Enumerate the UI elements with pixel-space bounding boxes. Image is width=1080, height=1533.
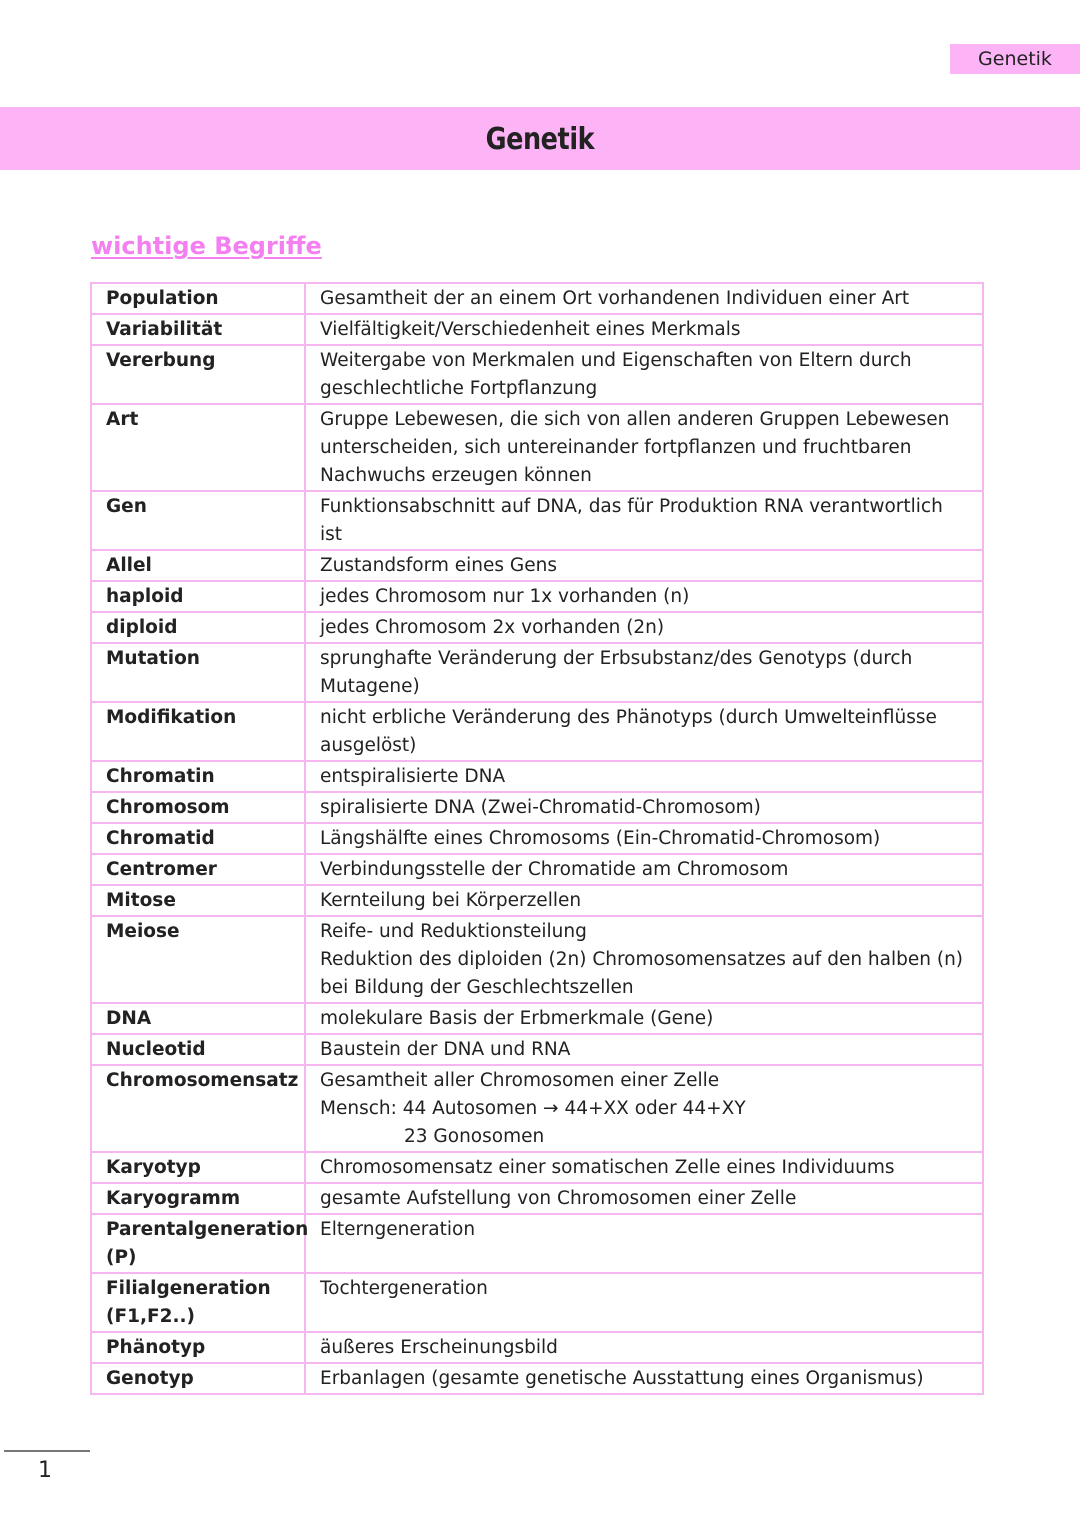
definition-line: Reduktion des diploiden (2n) Chromosomensatzes auf den halben (n) bei Bildung der Geschlechtszellen bbox=[320, 949, 964, 998]
table-row bbox=[91, 612, 983, 643]
table-row bbox=[91, 345, 983, 404]
definition-line: 23 Gonosomen bbox=[404, 1126, 545, 1147]
definition-cell bbox=[305, 1214, 983, 1273]
table-row bbox=[91, 283, 983, 314]
terms-table-body bbox=[91, 283, 983, 1394]
definition-cell bbox=[305, 283, 983, 314]
definition-cell bbox=[305, 761, 983, 792]
definition-cell bbox=[305, 1003, 983, 1034]
table-row bbox=[91, 885, 983, 916]
term-cell: Chromosom bbox=[91, 792, 305, 823]
definition-line: gesamte Aufstellung von Chromosomen einer Zelle bbox=[320, 1188, 797, 1209]
definition-line: molekulare Basis der Erbmerkmale (Gene) bbox=[320, 1008, 714, 1029]
footer-rule bbox=[4, 1450, 90, 1452]
definition-cell bbox=[305, 1034, 983, 1065]
title-band bbox=[0, 107, 1080, 170]
term-cell: Phänotyp bbox=[91, 1332, 305, 1363]
definition-cell bbox=[305, 792, 983, 823]
definition-line: Gesamtheit aller Chromosomen einer Zelle bbox=[320, 1070, 720, 1091]
term-cell: Chromatid bbox=[91, 823, 305, 854]
term-cell: Chromatin bbox=[91, 761, 305, 792]
definition-cell bbox=[305, 1273, 983, 1332]
definition-cell bbox=[305, 702, 983, 761]
term-cell: Vererbung bbox=[91, 345, 305, 404]
term-cell: Allel bbox=[91, 550, 305, 581]
definition-cell bbox=[305, 491, 983, 550]
definition-line: Zustandsform eines Gens bbox=[320, 555, 557, 576]
definition-line: Gruppe Lebewesen, die sich von allen anderen Gruppen Lebewesen unterscheiden, sich untereinander fortpflanzen und fruchtbaren Nachwuchs erzeugen können bbox=[320, 409, 950, 486]
section-heading: wichtige Begriffe bbox=[91, 232, 322, 260]
table-row bbox=[91, 491, 983, 550]
term-cell: Chromosomensatz bbox=[91, 1065, 305, 1152]
table-row bbox=[91, 702, 983, 761]
definition-line: Baustein der DNA und RNA bbox=[320, 1039, 571, 1060]
term-cell: Mitose bbox=[91, 885, 305, 916]
definition-cell bbox=[305, 1363, 983, 1394]
term-cell: Modifikation bbox=[91, 702, 305, 761]
definition-cell bbox=[305, 314, 983, 345]
definition-line: Reife- und Reduktionsteilung bbox=[320, 921, 587, 942]
table-row bbox=[91, 1363, 983, 1394]
definition-line: Funktionsabschnitt auf DNA, das für Produktion RNA verantwortlich ist bbox=[320, 496, 943, 545]
header-tag: Genetik bbox=[950, 44, 1080, 74]
definition-line: Gesamtheit der an einem Ort vorhandenen Individuen einer Art bbox=[320, 288, 910, 309]
definition-line: Tochtergeneration bbox=[320, 1278, 488, 1299]
definition-line: entspiralisierte DNA bbox=[320, 766, 506, 787]
table-row bbox=[91, 1065, 983, 1152]
definition-cell bbox=[305, 612, 983, 643]
table-row bbox=[91, 761, 983, 792]
definition-cell bbox=[305, 916, 983, 1003]
definition-cell bbox=[305, 1065, 983, 1152]
table-row bbox=[91, 854, 983, 885]
definition-cell bbox=[305, 854, 983, 885]
definition-line: Elterngeneration bbox=[320, 1219, 476, 1240]
definition-line: jedes Chromosom nur 1x vorhanden (n) bbox=[320, 586, 690, 607]
term-cell: haploid bbox=[91, 581, 305, 612]
term-cell: Parentalgeneration (P) bbox=[91, 1214, 305, 1273]
table-row bbox=[91, 550, 983, 581]
table-row bbox=[91, 1214, 983, 1273]
table-row bbox=[91, 404, 983, 491]
term-cell: Population bbox=[91, 283, 305, 314]
definition-line: Verbindungsstelle der Chromatide am Chromosom bbox=[320, 859, 789, 880]
definition-line: äußeres Erscheinungsbild bbox=[320, 1337, 558, 1358]
definition-line: Chromosomensatz einer somatischen Zelle eines Individuums bbox=[320, 1157, 895, 1178]
table-row bbox=[91, 314, 983, 345]
definition-line: Weitergabe von Merkmalen und Eigenschaften von Eltern durch geschlechtliche Fortpflanzung bbox=[320, 350, 912, 399]
table-row bbox=[91, 1152, 983, 1183]
definition-cell bbox=[305, 885, 983, 916]
term-cell: Meiose bbox=[91, 916, 305, 1003]
table-row bbox=[91, 1273, 983, 1332]
term-cell: Gen bbox=[91, 491, 305, 550]
term-cell: Karyogramm bbox=[91, 1183, 305, 1214]
term-cell: Variabilität bbox=[91, 314, 305, 345]
table-row bbox=[91, 1332, 983, 1363]
definition-line: Mensch: 44 Autosomen → 44+XX oder 44+XY bbox=[320, 1098, 746, 1119]
definition-cell bbox=[305, 345, 983, 404]
definition-line: jedes Chromosom 2x vorhanden (2n) bbox=[320, 617, 665, 638]
term-cell: Genotyp bbox=[91, 1363, 305, 1394]
definition-line: Längshälfte eines Chromosoms (Ein-Chromatid-Chromosom) bbox=[320, 828, 881, 849]
definition-cell bbox=[305, 823, 983, 854]
definition-cell bbox=[305, 404, 983, 491]
table-row bbox=[91, 1183, 983, 1214]
table-row bbox=[91, 792, 983, 823]
table-row bbox=[91, 581, 983, 612]
term-cell: Nucleotid bbox=[91, 1034, 305, 1065]
definition-line: spiralisierte DNA (Zwei-Chromatid-Chromosom) bbox=[320, 797, 761, 818]
term-cell: DNA bbox=[91, 1003, 305, 1034]
term-cell: Art bbox=[91, 404, 305, 491]
terms-table bbox=[90, 282, 984, 1395]
term-cell: Mutation bbox=[91, 643, 305, 702]
page-number: 1 bbox=[38, 1458, 52, 1483]
definition-cell bbox=[305, 1183, 983, 1214]
definition-line: Vielfältigkeit/Verschiedenheit eines Merkmals bbox=[320, 319, 741, 340]
table-row bbox=[91, 823, 983, 854]
definition-line: nicht erbliche Veränderung des Phänotyps (durch Umwelteinflüsse ausgelöst) bbox=[320, 707, 937, 756]
definition-line: sprunghafte Veränderung der Erbsubstanz/des Genotyps (durch Mutagene) bbox=[320, 648, 913, 697]
table-row bbox=[91, 1003, 983, 1034]
table-row bbox=[91, 643, 983, 702]
definition-cell bbox=[305, 1152, 983, 1183]
table-row bbox=[91, 916, 983, 1003]
definition-cell bbox=[305, 1332, 983, 1363]
term-cell: Karyotyp bbox=[91, 1152, 305, 1183]
definition-cell bbox=[305, 581, 983, 612]
term-cell: Centromer bbox=[91, 854, 305, 885]
table-row bbox=[91, 1034, 983, 1065]
definition-line: Kernteilung bei Körperzellen bbox=[320, 890, 582, 911]
definition-cell bbox=[305, 550, 983, 581]
definition-line: Erbanlagen (gesamte genetische Ausstattung eines Organismus) bbox=[320, 1368, 924, 1389]
term-cell: Filialgeneration (F1,F2..) bbox=[91, 1273, 305, 1332]
page-title: Genetik bbox=[485, 122, 595, 157]
definition-cell bbox=[305, 643, 983, 702]
term-cell: diploid bbox=[91, 612, 305, 643]
